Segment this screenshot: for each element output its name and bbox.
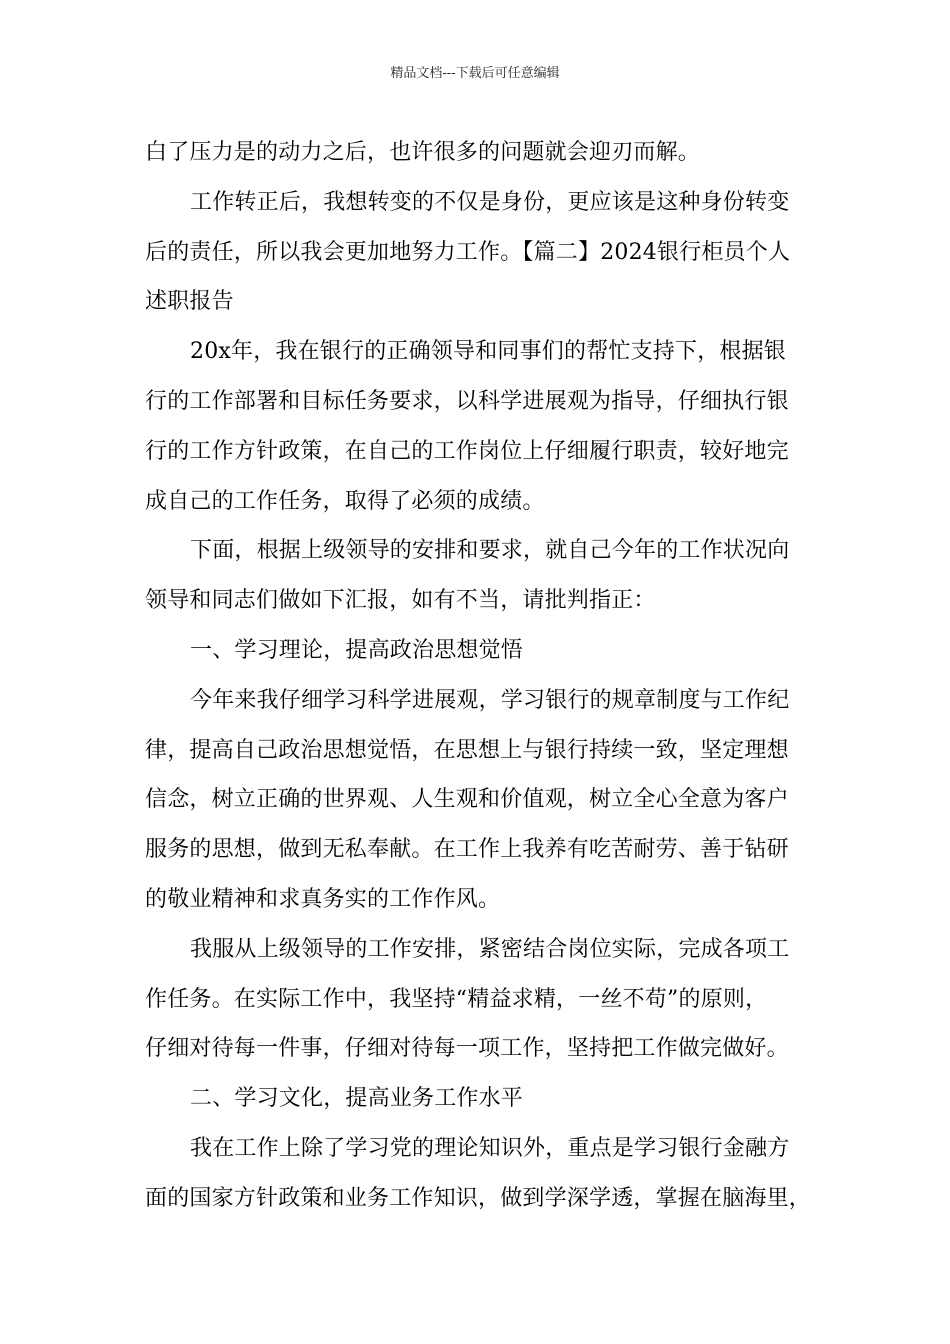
paragraph-start-line: 我在工作上除了学习党的理论知识外，重点是学习银行金融方 — [190, 1135, 790, 1161]
text-line: 服务的思想，做到无私奉献。在工作上我养有吃苦耐劳、善于钻研 — [145, 837, 789, 863]
text-line: 信念，树立正确的世界观、人生观和价值观，树立全心全意为客户 — [145, 787, 789, 813]
paragraph-start-line: 20x年，我在银行的正确领导和同事们的帮忙支持下，根据银 — [190, 339, 787, 365]
text-line: 后的责任，所以我会更加地努力工作。【篇二】2024银行柜员个人 — [145, 239, 791, 265]
paragraph-start-line: 工作转正后，我想转变的不仅是身份，更应该是这种身份转变 — [190, 189, 790, 215]
paragraph-start-line: 今年来我仔细学习科学进展观，学习银行的规章制度与工作纪 — [190, 687, 790, 713]
text-line: 仔细对待每一件事，仔细对待每一项工作，坚持把工作做完做好。 — [145, 1036, 789, 1062]
paragraph-start-line: 下面，根据上级领导的安排和要求，就自己今年的工作状况向 — [190, 538, 790, 564]
paragraph-start-line: 我服从上级领导的工作安排，紧密结合岗位实际，完成各项工 — [190, 936, 790, 962]
text-line: 作任务。在实际工作中，我坚持“精益求精，一丝不苟”的原则， — [145, 986, 768, 1012]
text-line: 的敬业精神和求真务实的工作作风。 — [145, 886, 501, 912]
text-line: 成自己的工作任务，取得了必须的成绩。 — [145, 488, 545, 514]
text-line: 述职报告 — [145, 289, 234, 315]
text-line: 行的工作部署和目标任务要求，以科学进展观为指导，仔细执行银 — [145, 388, 789, 414]
document-body — [145, 128, 821, 1224]
text-line: 白了压力是的动力之后，也许很多的问题就会迎刃而解。 — [145, 140, 701, 165]
page-header: 精品文档---下载后可任意编辑 — [390, 66, 560, 81]
text-line: 律，提高自己政治思想觉悟，在思想上与银行持续一致，坚定理想 — [145, 737, 789, 763]
section-heading: 一、学习理论，提高政治思想觉悟 — [190, 637, 524, 663]
text-line: 面的国家方针政策和业务工作知识，做到学深学透，掌握在脑海里， — [145, 1185, 812, 1211]
section-heading: 二、学习文化，提高业务工作水平 — [190, 1086, 524, 1112]
text-line: 领导和同志们做如下汇报，如有不当，请批判指正： — [145, 588, 656, 614]
text-line: 行的工作方针政策，在自己的工作岗位上仔细履行职责，较好地完 — [145, 438, 789, 464]
